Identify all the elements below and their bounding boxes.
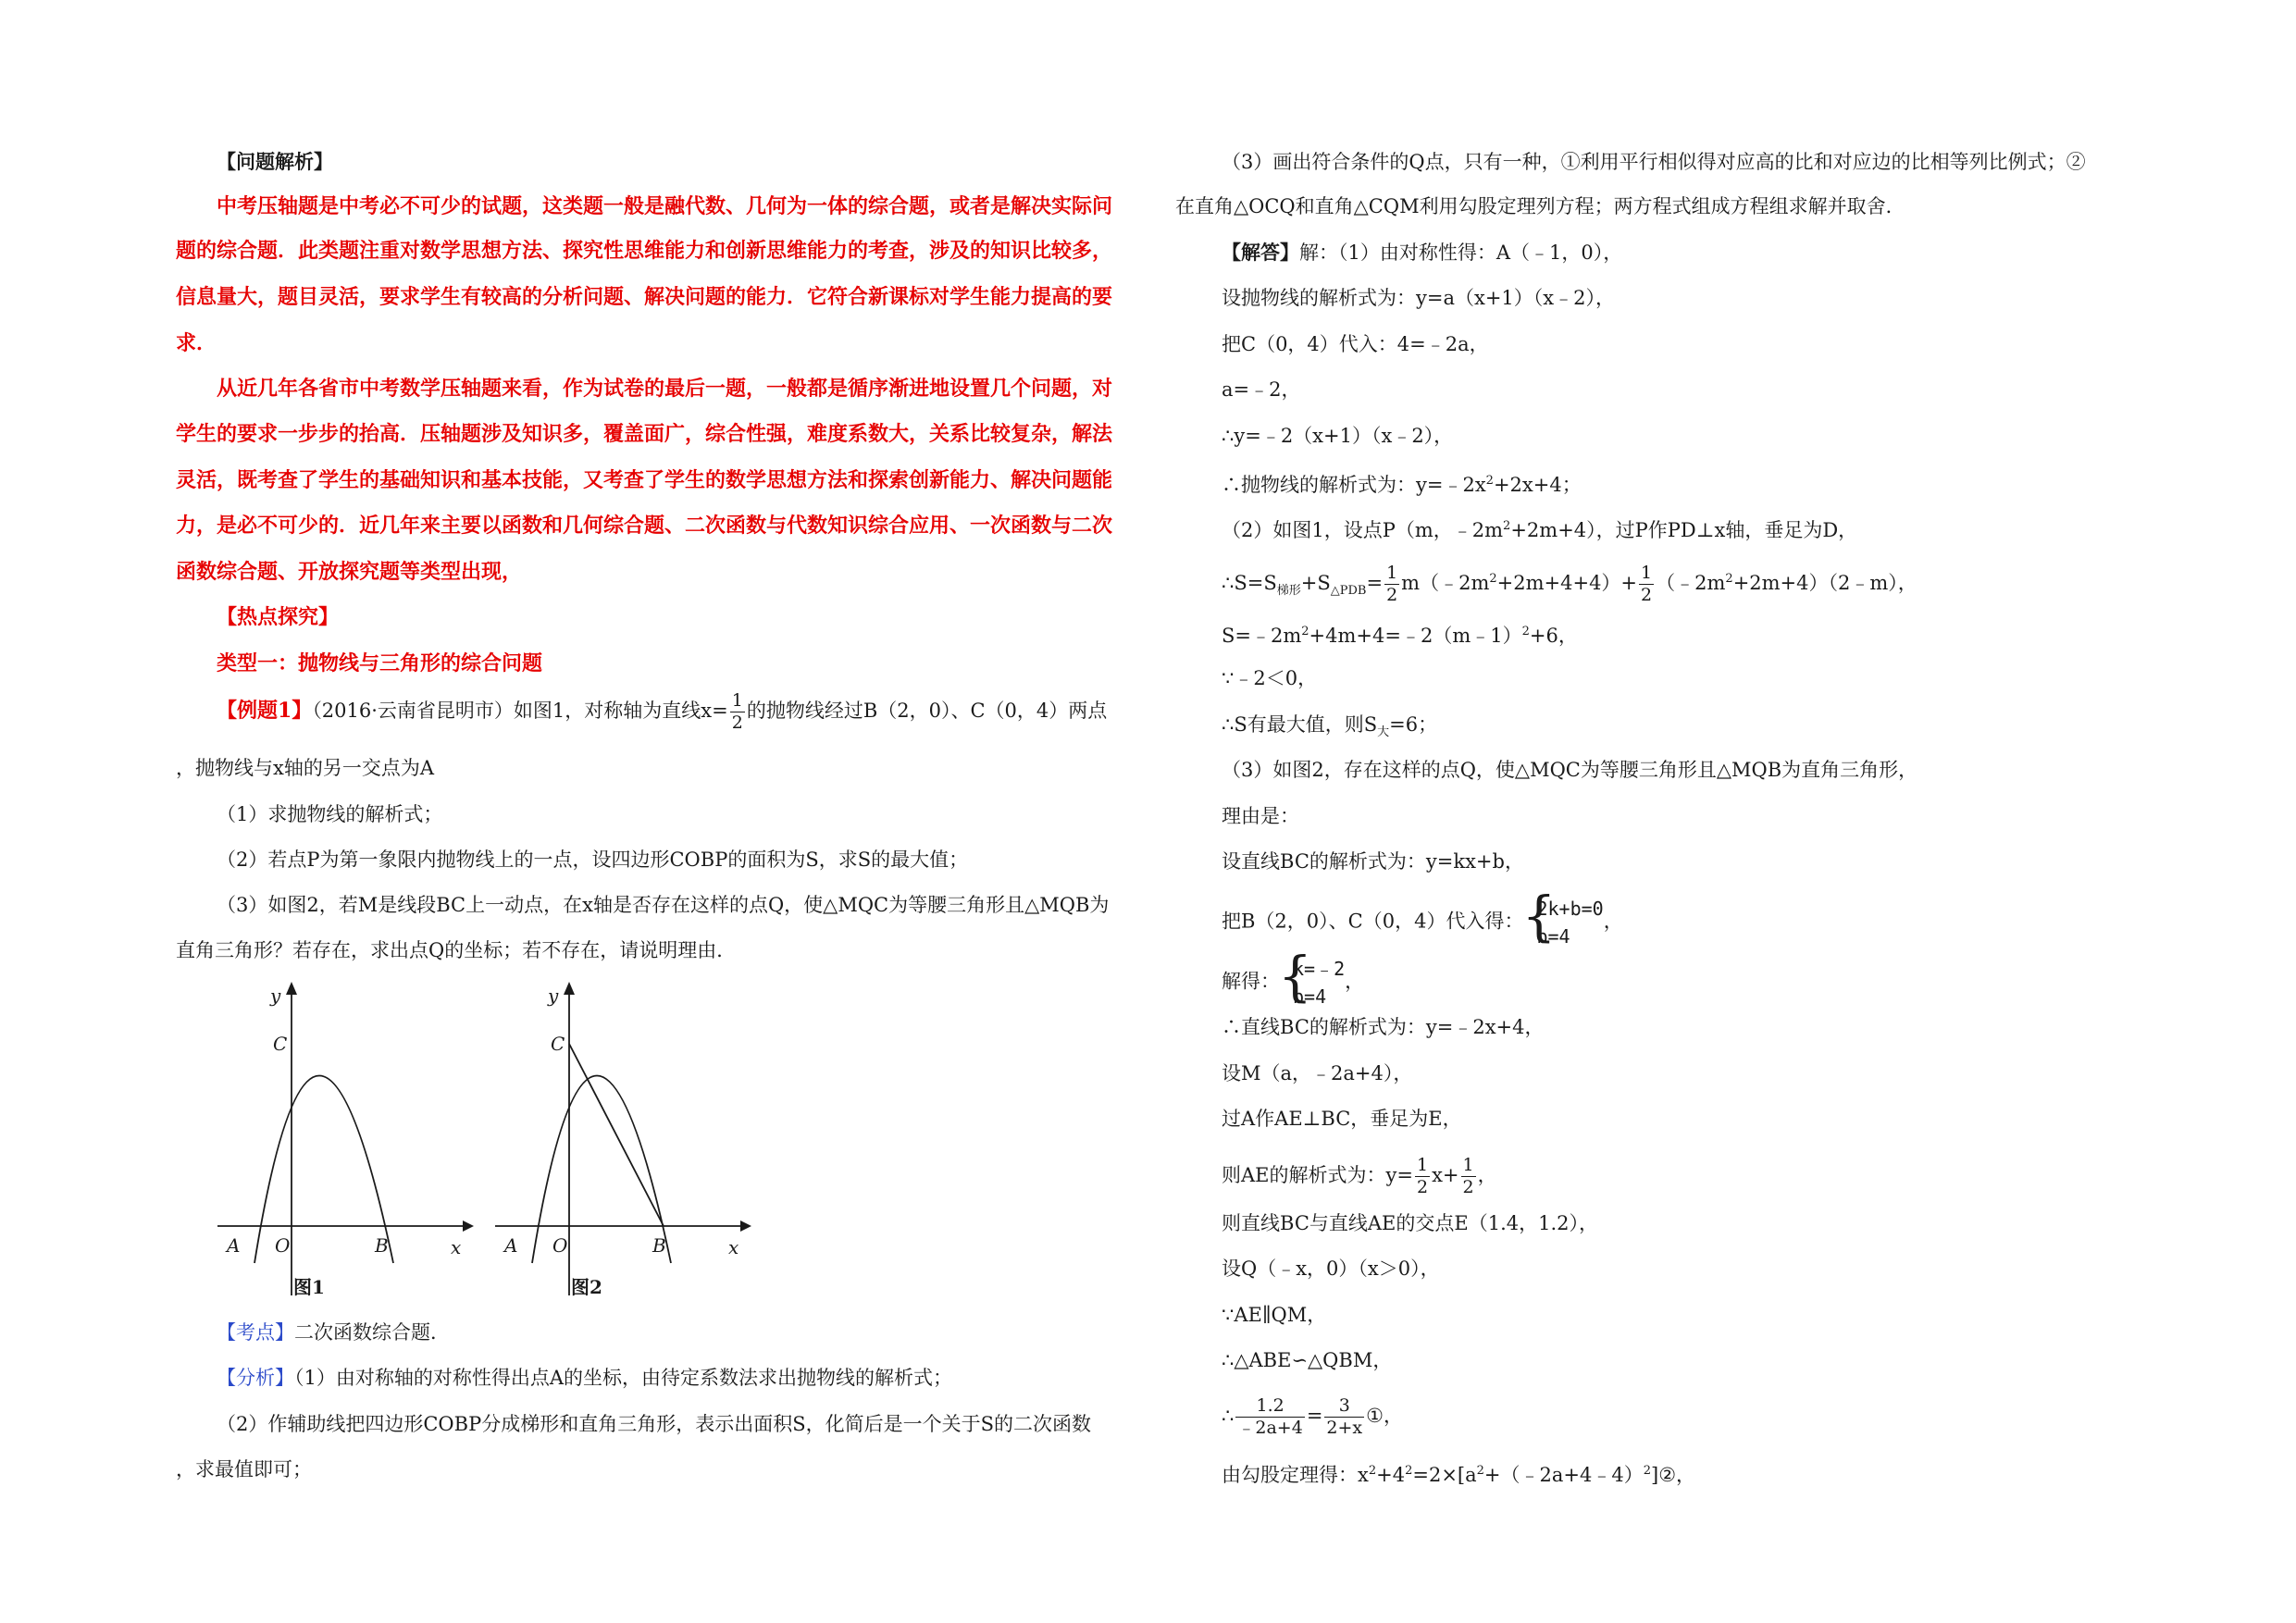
- answer-text: 解：（1）由对称性得：A（﹣1，0），: [1299, 242, 1623, 264]
- intro-para2-line4: 力，是必不可少的．近几年来主要以函数和几何综合题、二次函数与代数知识综合应用、一次函数与二次: [176, 514, 1113, 538]
- right-line-9: （2）如图1，设点P（m，$﹣2m^2+2m+4$），过P作PD⊥x轴，垂足为D，: [1222, 519, 1858, 541]
- fig1-label-c: C: [273, 1033, 288, 1055]
- heading-type1: 类型一：抛物线与三角形的综合问题: [217, 651, 543, 675]
- right-line-2: 在直角△OCQ和直角△CQM利用勾股定理列方程；两方程式组成方程组求解并取舍．: [1175, 195, 1905, 217]
- right-line-19: ∴直线BC的解析式为：y=﹣2x+4，: [1222, 1016, 1545, 1038]
- heading-hot-topics: 【热点探究】: [217, 605, 340, 629]
- right-line-25: ∵AE∥QM，: [1222, 1304, 1327, 1326]
- fraction-ratio-2: $\frac{3}{2+x}$: [1326, 1395, 1363, 1438]
- fenxi-2-line1: （2）作辅助线把四边形COBP分成梯形和直角三角形，表示出面积S，化简后是一个关于S的二次函数: [217, 1413, 1091, 1435]
- fraction-one-half: $\frac{1}{2}$: [1416, 1155, 1429, 1197]
- x-axis-arrow: [740, 1220, 751, 1232]
- fenxi-line: [217, 1364, 952, 1392]
- intro-para1-line4: 求．: [176, 331, 217, 355]
- right-line-12: ∵﹣2＜0，: [1222, 667, 1318, 689]
- fig1-label-a: A: [227, 1234, 241, 1257]
- figure-1-parabola: [208, 976, 477, 1309]
- right-line-4: 设抛物线的解析式为：y=a（x+1）（x﹣2），: [1222, 287, 1615, 309]
- right-line-21: 过A作AE⊥BC，垂足为E，: [1222, 1108, 1462, 1130]
- example1-text-a: （2016·云南省昆明市）如图1，对称轴为直线x=: [312, 700, 728, 722]
- right-line-13: ∴S有最大值，则$S_大=6$；: [1222, 713, 1438, 740]
- fig1-label-y: y: [270, 985, 281, 1007]
- fig2-label-x: x: [728, 1236, 739, 1258]
- intro-para1-line3: 信息量大，题目灵活，要求学生有较高的分析问题、解决问题的能力．它符合新课标对学生能力提高的要: [176, 285, 1113, 309]
- right-line-15: 理由是：: [1222, 805, 1299, 827]
- kaodian-line: [217, 1319, 450, 1346]
- right-line-11: $S=﹣2m^2+4m+4=﹣2(m﹣1)^2+6$，: [1222, 625, 1578, 647]
- fig1-label-o: O: [275, 1234, 291, 1257]
- intro-para2-line2: 学生的要求一步步的抬高．压轴题涉及知识多，覆盖面广，综合性强，难度系数大，关系比较复杂，解法: [176, 422, 1113, 446]
- fig1-caption: 图1: [293, 1276, 325, 1298]
- fraction-one-half: $\frac{1}{2}$: [731, 690, 743, 733]
- fraction-one-half: $\frac{1}{2}$: [1462, 1155, 1474, 1197]
- right-line-5: 把C（0，4）代入：4=﹣2a，: [1222, 333, 1489, 355]
- fenxi-label: 【分析】: [217, 1367, 294, 1389]
- fig2-caption: 图2: [571, 1276, 602, 1298]
- fraction-one-half: $\frac{1}{2}$: [1641, 563, 1653, 605]
- right-line-22: 则AE的解析式为：y= $\frac{1}{2}$ x+ $\frac{1}{2}$ ，: [1222, 1155, 1497, 1197]
- question-3-line2: 直角三角形？若存在，求出点Q的坐标；若不存在，请说明理由．: [176, 939, 737, 961]
- question-2: （2）若点P为第一象限内抛物线上的一点，设四边形COBP的面积为S，求S的最大值；: [217, 849, 969, 871]
- intro-para2-line1: 从近几年各省市中考数学压轴题来看，作为试卷的最后一题，一般都是循序渐进地设置几个问题，对: [217, 377, 1113, 401]
- answer-line: [1222, 239, 1622, 266]
- y-axis-arrow: [564, 982, 575, 995]
- right-line-20: 设M（a，﹣2a+4），: [1222, 1062, 1413, 1084]
- question-3-line1: （3）如图2，若M是线段BC上一动点，在x轴是否存在这样的点Q，使△MQC为等腰三角形且△MQB为: [217, 894, 1110, 916]
- heading-problem-analysis: 【问题解析】: [217, 150, 333, 173]
- right-line-7: ∴y=﹣2（x+1）（x﹣2），: [1222, 425, 1454, 447]
- question-1: （1）求抛物线的解析式；: [217, 803, 443, 825]
- right-line-23: 则直线BC与直线AE的交点E（1.4，1.2），: [1222, 1212, 1599, 1234]
- example1-text-b: 的抛物线经过B（2，0）、C（0，4）两点: [746, 700, 1108, 722]
- kaodian-text: 二次函数综合题．: [294, 1321, 450, 1344]
- right-line-6: a=﹣2，: [1222, 378, 1301, 401]
- fig2-label-c: C: [551, 1033, 565, 1055]
- y-axis-arrow: [286, 982, 297, 995]
- right-line-26: ∴△ABE∽△QBM，: [1222, 1349, 1393, 1371]
- fig2-label-a: A: [504, 1234, 518, 1257]
- answer-label: 【解答】: [1222, 241, 1299, 264]
- right-line-27-proportion: ∴ $\frac{1.2}{﹣2a+4}$ = $\frac{3}{2+x}$ ①，: [1222, 1395, 1403, 1438]
- example1-line1: [217, 692, 1107, 732]
- right-line-1: （3）画出符合条件的Q点，只有一种，①利用平行相似得对应高的比和对应边的比相等列比例式；②: [1222, 151, 2086, 173]
- segment-bc: [569, 1044, 664, 1226]
- x-axis-arrow: [463, 1220, 474, 1232]
- fenxi-2-line2: ，求最值即可；: [176, 1458, 312, 1481]
- right-line-8: ∴抛物线的解析式为：$y=﹣2x^2+2x+4$；: [1222, 474, 1582, 496]
- kaodian-label: 【考点】: [217, 1321, 294, 1344]
- figure-2-parabola-with-line: [486, 976, 754, 1309]
- example1-line2: ，抛物线与x轴的另一交点为A: [176, 757, 435, 779]
- right-line-18-solution: 解得： { k=﹣2 b=4 ，: [1222, 955, 1364, 1010]
- intro-para1-line1: 中考压轴题是中考必不可少的试题，这类题一般是融代数、几何为一体的综合题，或者是解决实际问: [217, 194, 1113, 218]
- fenxi-text: （1）由对称轴的对称性得出点A的坐标，由待定系数法求出抛物线的解析式；: [294, 1367, 953, 1389]
- intro-para2-line5: 函数综合题、开放探究题等类型出现，: [176, 560, 523, 584]
- fig1-label-x: x: [451, 1236, 462, 1258]
- intro-para1-line2: 题的综合题．此类题注重对数学思想方法、探究性思维能力和创新思维能力的考查，涉及的知识比较多，: [176, 239, 1113, 263]
- right-line-28: 由勾股定理得：$x^2+4^2=2\times[a^2+(﹣2a+4﹣4)^2]②$，: [1222, 1464, 1696, 1486]
- fig2-label-o: O: [552, 1234, 568, 1257]
- right-line-14: （3）如图2，存在这样的点Q，使△MQC为等腰三角形且△MQB为直角三角形，: [1222, 759, 1918, 781]
- fig2-label-y: y: [548, 985, 559, 1007]
- right-line-24: 设Q（﹣x，0）（x＞0），: [1222, 1258, 1440, 1280]
- fraction-one-half: $\frac{1}{2}$: [1386, 563, 1398, 605]
- right-line-17-system: 把B（2，0）、C（0，4）代入得： { 2k+b=0 b=4 ，: [1222, 895, 1623, 950]
- example1-label: 【例题1】: [217, 699, 313, 723]
- fig1-label-b: B: [375, 1234, 389, 1257]
- equation-system-1: { 2k+b=0 b=4: [1523, 895, 1603, 950]
- equation-system-2: { k=﹣2 b=4: [1280, 955, 1345, 1010]
- fraction-ratio-1: $\frac{1.2}{﹣2a+4}$: [1237, 1395, 1303, 1438]
- intro-para2-line3: 灵活，既考查了学生的基础知识和基本技能，又考查了学生的数学思想方法和探索创新能力、解决问题能: [176, 468, 1113, 492]
- fig2-label-b: B: [652, 1234, 666, 1257]
- right-line-16: 设直线BC的解析式为：y=kx+b，: [1222, 850, 1524, 873]
- right-line-10-area: $\therefore S=S_{梯形}+S_{\triangle PDB}=$ $\frac{1}{2}$ $m(﹣2m^2+2m+4+4)+$ $\frac{1}{2}$ $(﹣2m^2+2m+4)(2﹣m)$，: [1222, 563, 1917, 605]
